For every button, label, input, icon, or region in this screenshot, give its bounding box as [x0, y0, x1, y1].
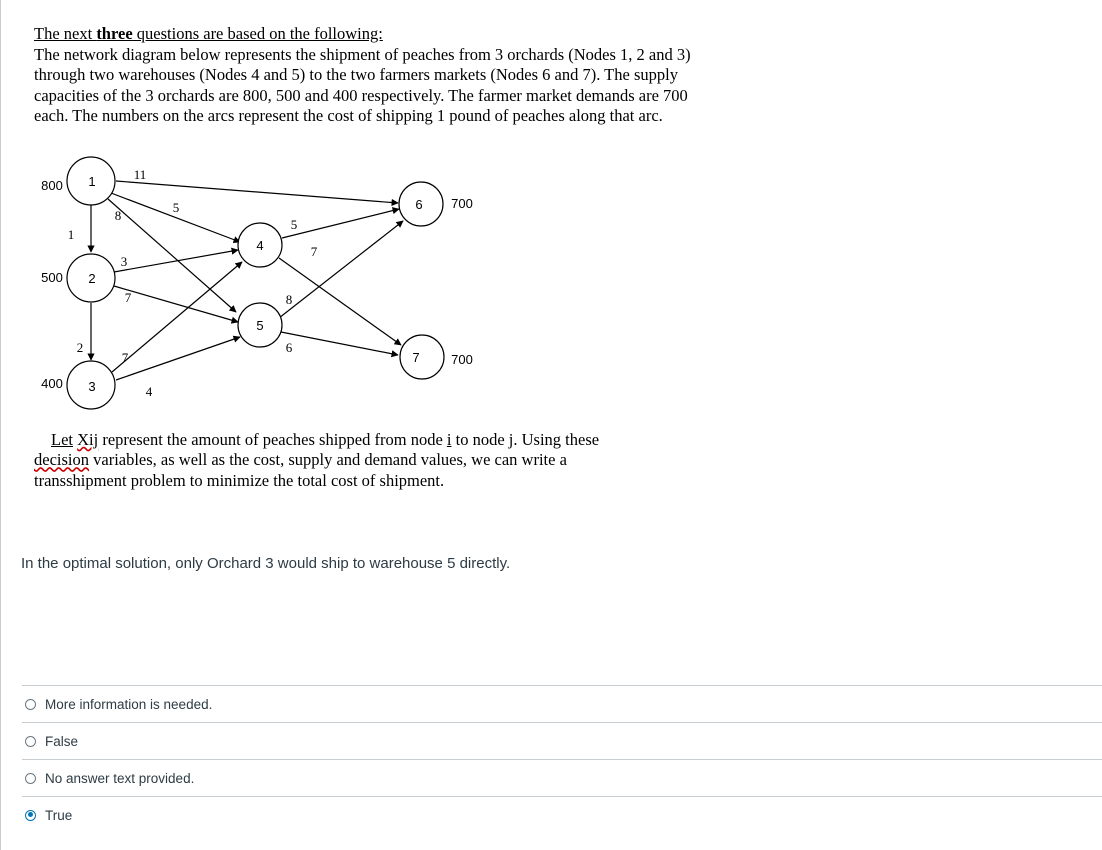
cost-3-4: 7 [121, 350, 129, 365]
node-2-label: 2 [88, 271, 96, 286]
intro-heading: The next three questions are based on the following: [34, 24, 383, 43]
answer-label: No answer text provided. [45, 770, 195, 786]
question-intro [34, 24, 714, 127]
para2-line2: decision variables, as well as the cost, supply and demand values, we can write a [34, 450, 567, 470]
radio-icon[interactable] [25, 773, 36, 784]
decision-variable-text [34, 430, 654, 491]
node-3-label: 3 [88, 379, 96, 394]
radio-checked-icon[interactable] [25, 810, 36, 821]
arc-5-6 [279, 221, 403, 318]
demand-node-6: 700 [451, 196, 473, 211]
arc-4-7 [279, 258, 401, 345]
cost-1-2: 1 [67, 227, 75, 242]
cost-1-5: 8 [114, 208, 122, 223]
radio-icon[interactable] [25, 699, 36, 710]
supply-node-3: 400 [41, 376, 63, 391]
intro-body: The network diagram below represents the shipment of peaches from 3 orchards (Nodes 1, 2 and 3) through two warehouses (Nodes 4 and 5) to the two farmers markets (Nodes 6 and 7). The supply capacities of the 3 orchards are 800, 500 and 400 respectively. The farmer market demands are 700 each. The numbers on the arcs represent the cost of shipping 1 pound of peaches along that arc. [34, 44, 691, 126]
arc-2-5 [114, 286, 238, 322]
node-4-label: 4 [256, 238, 264, 253]
arc-3-5 [116, 337, 240, 380]
demand-node-7: 700 [451, 352, 473, 367]
para2-line3: transshipment problem to minimize the total cost of shipment. [34, 470, 445, 490]
cost-5-7: 6 [285, 340, 293, 355]
supply-node-1: 800 [41, 178, 63, 193]
arc-4-6 [282, 209, 399, 238]
answer-option-no-answer[interactable] [22, 759, 1102, 796]
supply-node-2: 500 [41, 270, 63, 285]
cost-2-3: 2 [76, 340, 84, 355]
arc-2-4 [114, 250, 238, 272]
arc-5-7 [281, 332, 398, 355]
answer-label: False [45, 733, 79, 749]
cost-5-6: 8 [285, 292, 293, 307]
cost-1-4: 5 [172, 200, 180, 215]
node-5-label: 5 [256, 318, 264, 333]
cost-2-4: 3 [120, 254, 128, 269]
cost-4-6: 5 [290, 217, 298, 232]
node-7 [400, 335, 444, 379]
answer-list [22, 685, 1102, 833]
network-diagram [0, 150, 720, 420]
question-text: In the optimal solution, only Orchard 3 would ship to warehouse 5 directly. [21, 555, 511, 572]
arc-1-6 [116, 181, 398, 203]
radio-icon[interactable] [25, 736, 36, 747]
node-6-label: 6 [415, 197, 423, 212]
node-7-label: 7 [412, 350, 420, 365]
cost-3-5: 4 [145, 384, 153, 399]
cost-4-7: 7 [310, 244, 318, 259]
cost-1-6: 11 [133, 167, 147, 182]
answer-option-true[interactable] [22, 796, 1102, 833]
answer-option-more-info[interactable] [22, 685, 1102, 722]
answer-label: True [45, 807, 73, 823]
answer-option-false[interactable] [22, 722, 1102, 759]
para2-line1: Let Xij represent the amount of peaches shipped from node i to node j. Using these [51, 430, 600, 449]
node-1-label: 1 [88, 174, 96, 189]
content-left-border [0, 0, 1, 850]
answer-label: More information is needed. [45, 696, 213, 712]
cost-2-5: 7 [124, 290, 132, 305]
